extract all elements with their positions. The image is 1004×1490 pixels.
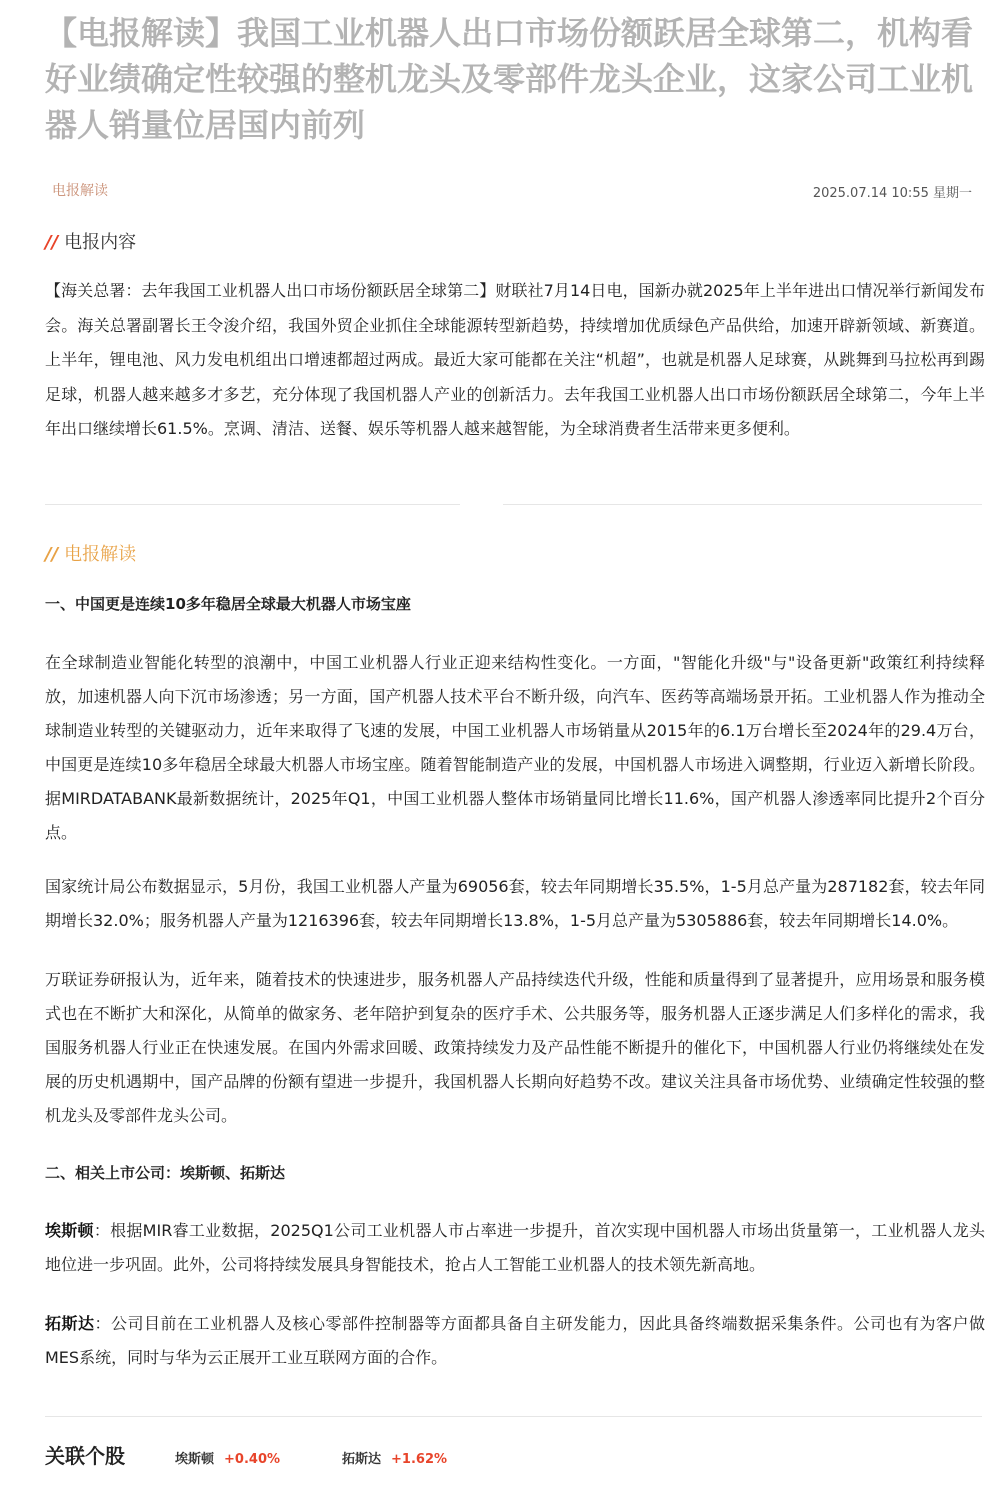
section-heading-content (45, 231, 136, 255)
section-heading-label: 电报内容 (64, 232, 137, 253)
analysis-paragraph-1: 在全球制造业智能化转型的浪潮中，中国工业机器人行业正迎来结构性变化。一方面，"智能化升级"与"设备更新"政策红利持续释放，加速机器人向下沉市场渗透；另一方面，国产机器人技术平台不断升级，向汽车、医药等高端场景开拓。工业机器人作为推动全球制造业转型的关键驱动力，近年来取得了飞速的发展，中国工业机器人市场销量从2015年的6.1万台增长至2024年的29.4万台，中国更是连续10多年稳居全球最大机器人市场宝座。随着智能制造产业的发展，中国机器人市场进入调整期，行业迈入新增长阶段。据MIRDATABANK最新数据统计，2025年Q1，中国工业机器人整体市场销量同比增长11.6%，国产机器人渗透率同比提升2个百分点。 (45, 653, 985, 842)
company-paragraph-topstar (45, 1307, 985, 1375)
divider-left (45, 504, 460, 505)
company-text-estun: ：根据MIR睿工业数据，2025Q1公司工业机器人市占率进一步提升，首次实现中国机器人市场出货量第一，工业机器人龙头地位进一步巩固。此外，公司将持续发展具身智能技术，抢占人工智能工业机器人的技术领先新高地。 (45, 1221, 985, 1274)
analysis-paragraph-3: 万联证券研报认为，近年来，随着技术的快速进步，服务机器人产品持续迭代升级，性能和质量得到了显著提升，应用场景和服务模式也在不断扩大和深化，从简单的做家务、老年陪护到复杂的医疗手术、公共服务等，服务机器人正逐步满足人们多样化的需求，我国服务机器人行业正在快速发展。在国内外需求回暖、政策持续发力及产品性能不断提升的催化下，中国机器人行业仍将继续处在发展的历史机遇期中，国产品牌的份额有望进一步提升，我国机器人长期向好趋势不改。建议关注具备市场优势、业绩确定性较强的整机龙头及零部件龙头公司。 (45, 970, 985, 1125)
stock-name: 拓斯达 (342, 1452, 382, 1467)
section-heading-analysis (45, 543, 136, 567)
stock-change: +1.62% (391, 1452, 448, 1467)
stock-name: 埃斯顿 (175, 1452, 215, 1467)
section-mark-icon: // (45, 544, 59, 565)
stock-change: +0.40% (224, 1452, 281, 1467)
publish-datetime: 2025.07.14 10:55 星期一 (812, 186, 972, 201)
telegraph-content-text: 【海关总署：去年我国工业机器人出口市场份额跃居全球第二】财联社7月14日电，国新办就2025年上半年进出口情况举行新闻发布会。海关总署副署长王令浚介绍，我国外贸企业抓住全球能源转型新趋势，持续增加优质绿色产品供给，加速开辟新领域、新赛道。上半年，锂电池、风力发电机组出口增速都超过两成。最近大家可能都在关注“机超”，也就是机器人足球赛，从跳舞到马拉松再到踢足球，机器人越来越多才多艺，充分体现了我国机器人产业的创新活力。去年我国工业机器人出口市场份额跃居全球第二，今年上半年出口继续增长61.5%。烹调、清洁、送餐、娱乐等机器人越来越智能，为全球消费者生活带来更多便利。 (45, 281, 985, 438)
stock-item-estun[interactable] (175, 1448, 280, 1467)
stock-item-topstar[interactable] (342, 1448, 447, 1467)
related-stocks-heading: 关联个股 (45, 1444, 125, 1468)
subheading-market-leader: 一、中国更是连续10多年稳居全球最大机器人市场宝座 (45, 595, 411, 613)
company-text-topstar: ：公司目前在工业机器人及核心零部件控制器等方面都具备自主研发能力，因此具备终端数据采集条件。公司也有为客户做MES系统，同时与华为云正展开工业互联网方面的合作。 (45, 1314, 985, 1367)
divider-right (503, 504, 982, 505)
section-heading-label: 电报解读 (64, 544, 137, 565)
category-tag[interactable]: 电报解读 (52, 183, 108, 199)
analysis-paragraph-2: 国家统计局公布数据显示，5月份，我国工业机器人产量为69056套，较去年同期增长35.5%，1-5月总产量为287182套，较去年同期增长32.0%；服务机器人产量为1216396套，较去年同期增长13.8%，1-5月总产量为5305886套，较去年同期增长14.0%。 (45, 877, 985, 930)
subheading-related-companies: 二、相关上市公司：埃斯顿、拓斯达 (45, 1164, 286, 1182)
company-name-estun: 埃斯顿 (45, 1221, 94, 1240)
company-paragraph-estun (45, 1214, 985, 1282)
company-name-topstar: 拓斯达 (45, 1314, 95, 1333)
article-title: 【电报解读】我国工业机器人出口市场份额跃居全球第二，机构看好业绩确定性较强的整机龙头及零部件龙头企业，这家公司工业机器人销量位居国内前列 (45, 14, 974, 144)
section-mark-icon: // (45, 232, 59, 253)
related-stocks-divider (45, 1416, 982, 1417)
